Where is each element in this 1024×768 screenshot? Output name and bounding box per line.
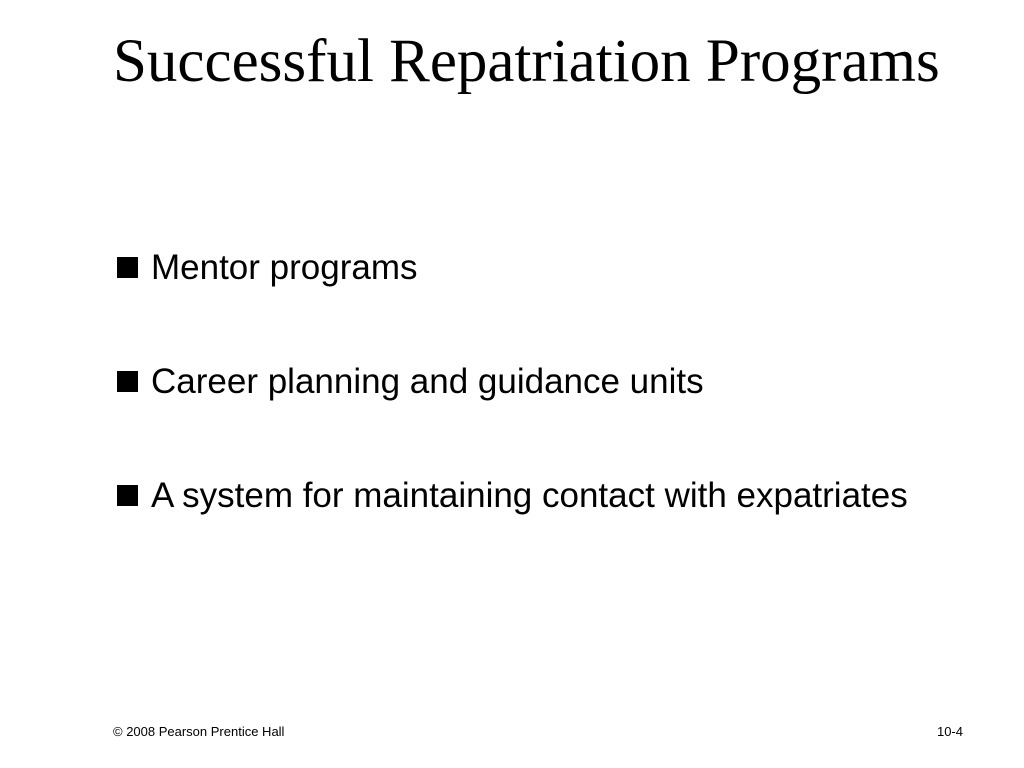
bullet-text: Career planning and guidance units [151, 362, 704, 401]
square-bullet-icon [117, 371, 138, 392]
bullet-item-career-planning [117, 358, 977, 406]
square-bullet-icon [117, 257, 138, 278]
bullet-item-mentor-programs [117, 244, 977, 292]
square-bullet-icon [117, 485, 138, 506]
bullet-list [117, 244, 977, 586]
footer-copyright: © 2008 Pearson Prentice Hall [113, 724, 285, 739]
footer-page-number: 10-4 [936, 724, 963, 739]
bullet-text: Mentor programs [151, 248, 418, 287]
slide-title: Successful Repatriation Programs [113, 28, 940, 95]
bullet-item-contact-system [117, 472, 977, 520]
bullet-text: A system for maintaining contact with expatriates [151, 476, 908, 515]
